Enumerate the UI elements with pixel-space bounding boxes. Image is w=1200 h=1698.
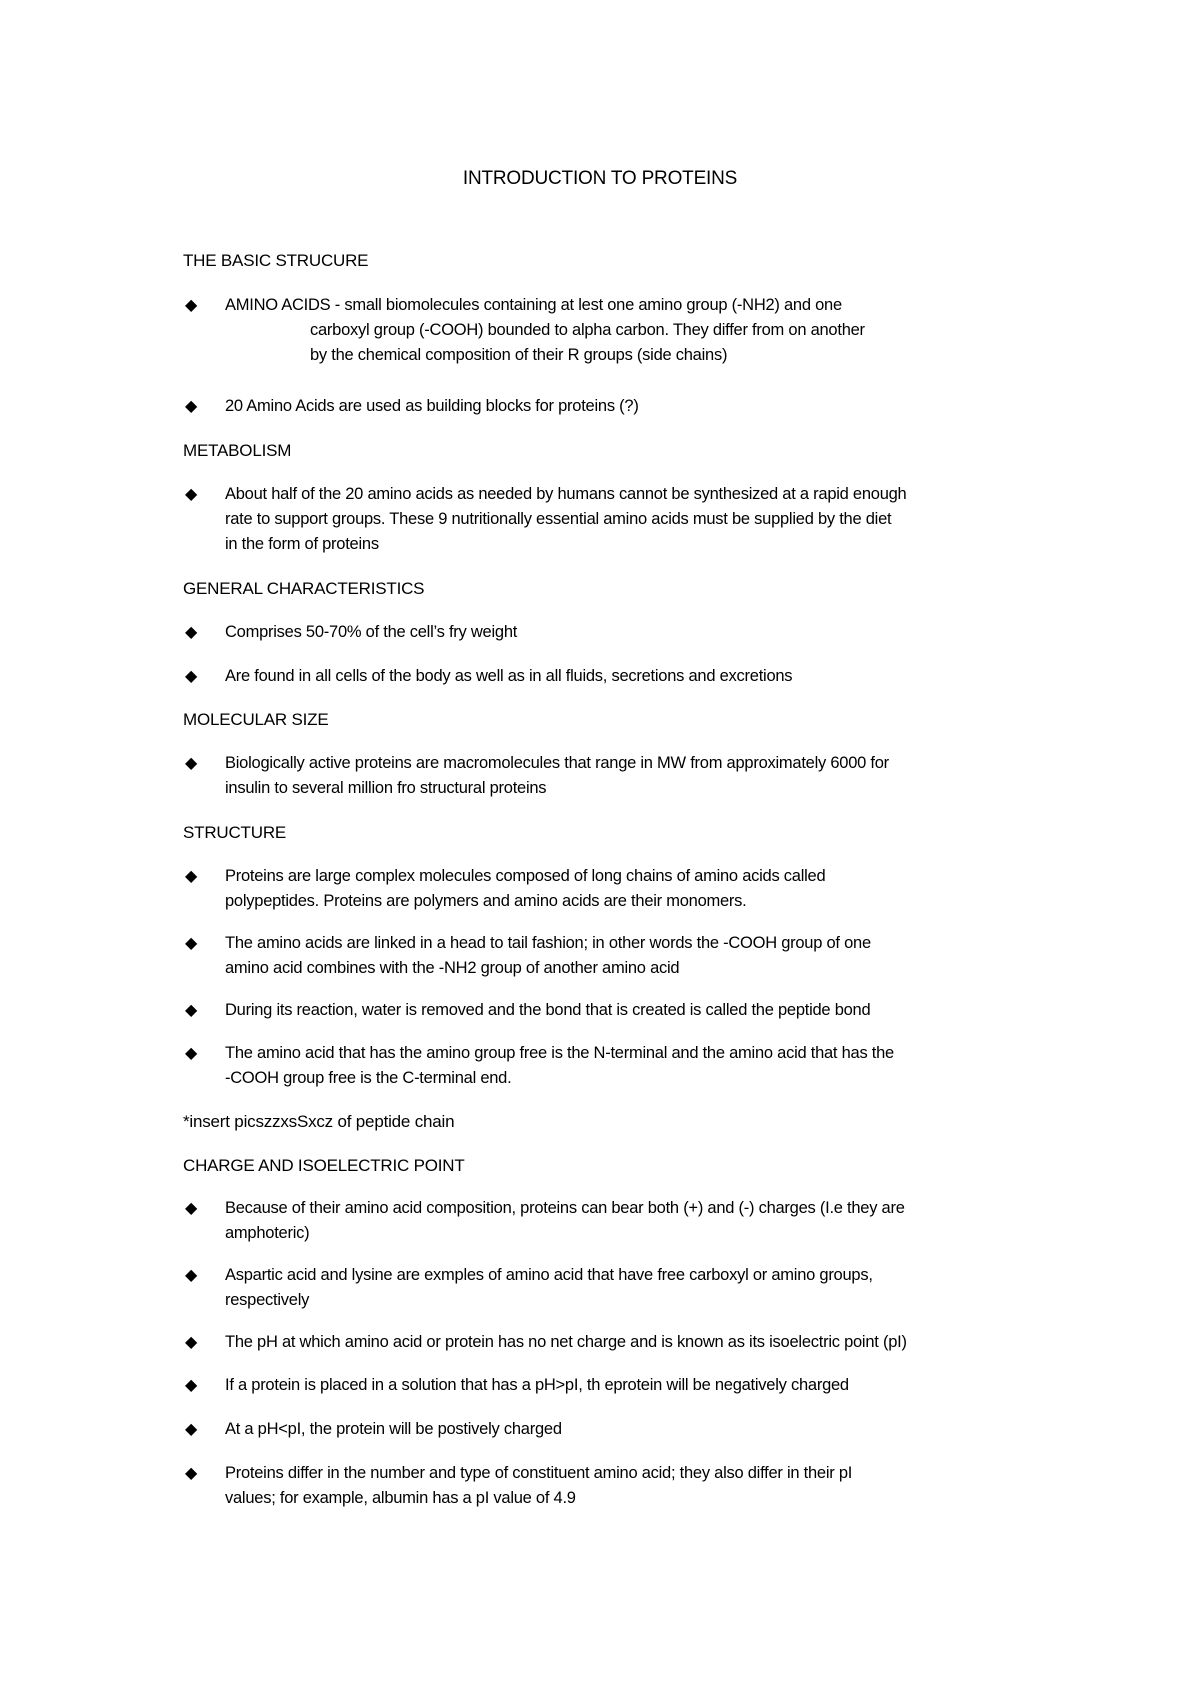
text-line: -COOH group free is the C-terminal end. (225, 1069, 512, 1087)
section-heading: METABOLISM (183, 441, 292, 460)
text-line: amino acid combines with the -NH2 group of another amino acid (225, 959, 680, 977)
text-line: rate to support groups. These 9 nutritionally essential amino acids must be supplied by the diet (225, 510, 892, 528)
list-item-text (225, 1417, 1037, 1442)
section-heading: THE BASIC STRUCURE (183, 251, 369, 270)
list-item-text (225, 1330, 1037, 1355)
diamond-bullet-icon: ◆ (185, 1377, 198, 1394)
section-heading: MOLECULAR SIZE (183, 710, 329, 729)
list-item-text (225, 664, 1037, 689)
text-line: 20 Amino Acids are used as building blocks for proteins (?) (225, 397, 639, 415)
diamond-bullet-icon: ◆ (185, 668, 198, 685)
text-line: At a pH<pI, the protein will be postively charged (225, 1420, 562, 1438)
list-item-text (225, 1196, 1037, 1246)
text-line: values; for example, albumin has a pI value of 4.9 (225, 1489, 576, 1507)
diamond-bullet-icon: ◆ (185, 624, 198, 641)
list-item-text (225, 620, 1037, 645)
diamond-bullet-icon: ◆ (185, 1045, 198, 1062)
text-line: polypeptides. Proteins are polymers and amino acids are their monomers. (225, 892, 747, 910)
text-line: Because of their amino acid composition, proteins can bear both (+) and (-) charges (I.e they are (225, 1199, 905, 1217)
diamond-bullet-icon: ◆ (185, 1334, 198, 1351)
list-item-text (225, 998, 1037, 1023)
text-line: Biologically active proteins are macromolecules that range in MW from approximately 6000 for (225, 754, 889, 772)
text-line: AMINO ACIDS - small biomolecules containing at lest one amino group (-NH2) and one (225, 296, 842, 314)
diamond-bullet-icon: ◆ (185, 297, 198, 314)
text-line: Comprises 50-70% of the cell’s fry weight (225, 623, 518, 641)
list-item-text (225, 1373, 1037, 1398)
text-line: carboxyl group (-COOH) bounded to alpha carbon. They differ from on another (310, 321, 865, 339)
text-line: The amino acids are linked in a head to tail fashion; in other words the -COOH group of one (225, 934, 871, 952)
list-item-text (225, 482, 1037, 557)
list-item-text (225, 293, 1037, 368)
text-line: Are found in all cells of the body as well as in all fluids, secretions and excretions (225, 667, 793, 685)
text-line: The pH at which amino acid or protein has no net charge and is known as its isoelectric point (pI) (225, 1333, 907, 1351)
diamond-bullet-icon: ◆ (185, 755, 198, 772)
text-line: Proteins differ in the number and type of constituent amino acid; they also differ in their pI (225, 1464, 853, 1482)
document-title: INTRODUCTION TO PROTEINS (462, 168, 738, 189)
diamond-bullet-icon: ◆ (185, 868, 198, 885)
diamond-bullet-icon: ◆ (185, 1200, 198, 1217)
diamond-bullet-icon: ◆ (185, 1421, 198, 1438)
list-item-text (225, 1461, 1037, 1511)
list-item-text (225, 1263, 1037, 1313)
text-line: During its reaction, water is removed and the bond that is created is called the peptide bond (225, 1001, 871, 1019)
list-item-text (225, 394, 1037, 419)
section-heading: STRUCTURE (183, 823, 287, 842)
diamond-bullet-icon: ◆ (185, 935, 198, 952)
list-item-text (225, 751, 1037, 801)
section-heading: CHARGE AND ISOELECTRIC POINT (183, 1156, 465, 1175)
diamond-bullet-icon: ◆ (185, 1465, 198, 1482)
diamond-bullet-icon: ◆ (185, 1002, 198, 1019)
text-line: The amino acid that has the amino group free is the N-terminal and the amino acid that has the (225, 1044, 894, 1062)
text-line: in the form of proteins (225, 535, 379, 553)
text-line: by the chemical composition of their R groups (side chains) (310, 346, 728, 364)
text-line: amphoteric) (225, 1224, 310, 1242)
list-item-text (225, 931, 1037, 981)
diamond-bullet-icon: ◆ (185, 398, 198, 415)
text-line: insulin to several million fro structural proteins (225, 779, 547, 797)
insert-note: *insert picszzxsSxcz of peptide chain (183, 1112, 455, 1131)
diamond-bullet-icon: ◆ (185, 486, 198, 503)
text-line: About half of the 20 amino acids as needed by humans cannot be synthesized at a rapid enough (225, 485, 907, 503)
text-line: If a protein is placed in a solution that has a pH>pI, th eprotein will be negatively charged (225, 1376, 849, 1394)
text-line: Aspartic acid and lysine are exmples of amino acid that have free carboxyl or amino groups, (225, 1266, 873, 1284)
section-heading: GENERAL CHARACTERISTICS (183, 579, 425, 598)
text-line: Proteins are large complex molecules composed of long chains of amino acids called (225, 867, 826, 885)
diamond-bullet-icon: ◆ (185, 1267, 198, 1284)
text-line: respectively (225, 1291, 310, 1309)
list-item-text (225, 1041, 1037, 1091)
list-item-text (225, 864, 1037, 914)
